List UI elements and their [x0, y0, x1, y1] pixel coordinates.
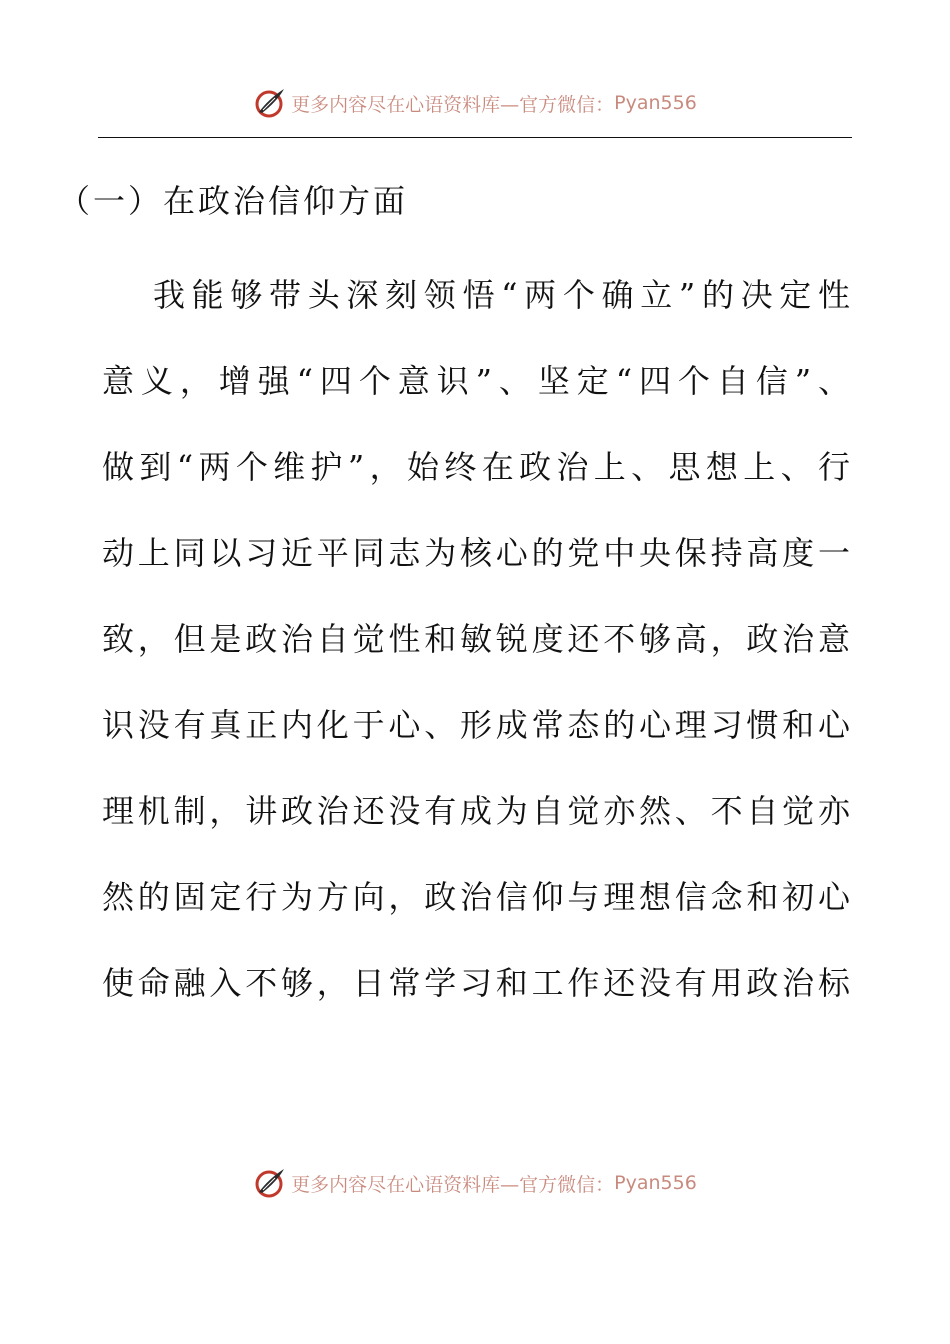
paragraph-line: 做到“两个维护”，始终在政治上、思想上、行: [102, 448, 850, 486]
quill-logo-icon: [253, 1166, 287, 1200]
paragraph-line: 使命融入不够，日常学习和工作还没有用政治标: [102, 964, 850, 1002]
watermark-text: 更多内容尽在心语资料库—官方微信：: [291, 93, 615, 116]
paragraph-line: 致，但是政治自觉性和敏锐度还不够高，政治意: [102, 620, 850, 658]
quill-logo-icon: [253, 86, 287, 120]
paragraph-line: 然的固定行为方向，政治信仰与理想信念和初心: [102, 878, 850, 916]
paragraph-line: 我能够带头深刻领悟“两个确立”的决定性: [153, 276, 850, 314]
paragraph-line: 动上同以习近平同志为核心的党中央保持高度一: [102, 534, 850, 572]
paragraph-line: 理机制，讲政治还没有成为自觉亦然、不自觉亦: [102, 792, 850, 830]
header-divider: [98, 137, 852, 138]
section-heading: （一）在政治信仰方面: [58, 182, 409, 220]
paragraph-line: 意义，增强“四个意识”、坚定“四个自信”、: [102, 362, 850, 400]
watermark-wechat-id: Pyan556: [614, 1172, 697, 1194]
header-watermark: [0, 83, 950, 123]
footer-watermark: [0, 1163, 950, 1203]
watermark-wechat-id: Pyan556: [614, 92, 697, 114]
paragraph-line: 识没有真正内化于心、形成常态的心理习惯和心: [102, 706, 850, 744]
watermark-text: 更多内容尽在心语资料库—官方微信：: [291, 1173, 615, 1196]
